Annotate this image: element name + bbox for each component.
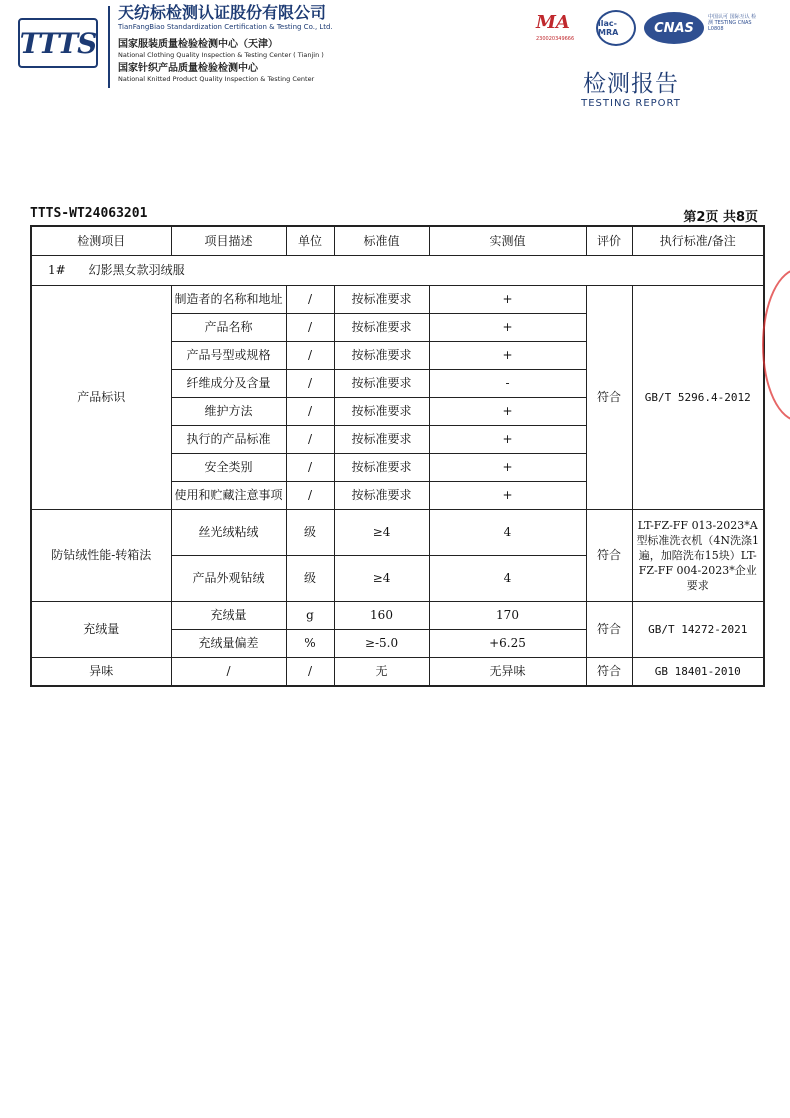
- header-divider: [108, 6, 110, 88]
- report-number: TTTS-WT24063201: [30, 206, 148, 221]
- center2-name-en: National Knitted Product Quality Inspection & Testing Center: [118, 75, 315, 83]
- row-std: 按标准要求: [334, 286, 429, 314]
- row-desc: 产品外观钻绒: [171, 556, 286, 602]
- note-odor: GB 18401-2010: [632, 658, 764, 686]
- row-std: 按标准要求: [334, 482, 429, 510]
- item-fill-group: 充绒量: [31, 602, 171, 658]
- sample-row: [31, 256, 764, 286]
- row-unit: /: [286, 286, 334, 314]
- item-down-group: 防钻绒性能-转箱法: [31, 510, 171, 602]
- row-measured: +: [429, 314, 586, 342]
- note-label-group: GB/T 5296.4-2012: [632, 286, 764, 510]
- col-header-unit: 单位: [286, 226, 334, 256]
- eval-label-group: 符合: [586, 286, 632, 510]
- table-row: [31, 510, 764, 556]
- row-std: ≥4: [334, 556, 429, 602]
- row-std: 160: [334, 602, 429, 630]
- center1-name-cn: 国家服装质量检验检测中心（天津）: [118, 39, 278, 50]
- logo-text: TTTS: [19, 26, 97, 60]
- col-header-item: 检测项目: [31, 226, 171, 256]
- company-info: [118, 4, 388, 84]
- row-unit: /: [286, 454, 334, 482]
- center1-name-en: National Clothing Quality Inspection & Testing Center ( Tianjin ): [118, 51, 324, 59]
- row-unit: /: [286, 314, 334, 342]
- row-measured: 无异味: [429, 658, 586, 686]
- row-measured: -: [429, 370, 586, 398]
- table-row: [31, 286, 764, 314]
- row-unit: 级: [286, 556, 334, 602]
- row-desc: 安全类别: [171, 454, 286, 482]
- row-measured: 170: [429, 602, 586, 630]
- row-measured: +: [429, 454, 586, 482]
- row-desc: 纤维成分及含量: [171, 370, 286, 398]
- cma-mark-label: MA: [536, 12, 570, 33]
- ilac-mra-mark: [596, 10, 636, 46]
- row-measured: +: [429, 426, 586, 454]
- table-row: [31, 602, 764, 630]
- row-measured: +6.25: [429, 630, 586, 658]
- row-unit: /: [286, 426, 334, 454]
- cnas-mark-label: CNAS: [654, 20, 694, 36]
- row-unit: /: [286, 658, 334, 686]
- row-std: 无: [334, 658, 429, 686]
- row-desc: 使用和贮藏注意事项: [171, 482, 286, 510]
- col-header-note: 执行标准/备注: [632, 226, 764, 256]
- row-desc: 产品号型或规格: [171, 342, 286, 370]
- report-title-cn: 检测报告: [583, 71, 679, 97]
- row-std: 按标准要求: [334, 370, 429, 398]
- row-measured: +: [429, 398, 586, 426]
- row-std: 按标准要求: [334, 314, 429, 342]
- eval-odor: 符合: [586, 658, 632, 686]
- row-unit: g: [286, 602, 334, 630]
- company-name-cn: 天纺标检测认证股份有限公司: [118, 3, 327, 22]
- row-unit: /: [286, 342, 334, 370]
- row-unit: 级: [286, 510, 334, 556]
- row-unit: /: [286, 482, 334, 510]
- col-header-measured: 实测值: [429, 226, 586, 256]
- company-name-en: TianFangBiao Standardization Certification & Testing Co., Ltd.: [118, 23, 333, 31]
- row-std: ≥-5.0: [334, 630, 429, 658]
- table-header-row: [31, 226, 764, 256]
- row-desc: 充绒量偏差: [171, 630, 286, 658]
- row-measured: +: [429, 342, 586, 370]
- col-header-desc: 项目描述: [171, 226, 286, 256]
- row-desc: 执行的产品标准: [171, 426, 286, 454]
- official-seal: [762, 268, 790, 422]
- report-title: [566, 70, 696, 109]
- report-title-en: TESTING REPORT: [581, 98, 681, 109]
- ilac-mark-label: ilac-MRA: [598, 19, 619, 37]
- item-label-group: 产品标识: [31, 286, 171, 510]
- col-header-std: 标准值: [334, 226, 429, 256]
- row-desc: 维护方法: [171, 398, 286, 426]
- item-odor: 异味: [31, 658, 171, 686]
- row-std: 按标准要求: [334, 454, 429, 482]
- cnas-mark: [644, 12, 704, 44]
- note-fill-group: GB/T 14272-2021: [632, 602, 764, 658]
- results-table: [30, 225, 765, 687]
- row-desc: /: [171, 658, 286, 686]
- eval-down-group: 符合: [586, 510, 632, 602]
- row-desc: 产品名称: [171, 314, 286, 342]
- row-measured: +: [429, 286, 586, 314]
- row-unit: /: [286, 370, 334, 398]
- row-std: 按标准要求: [334, 426, 429, 454]
- row-std: 按标准要求: [334, 398, 429, 426]
- row-desc: 充绒量: [171, 602, 286, 630]
- page-indicator: 第2页 共8页: [683, 210, 758, 225]
- note-down-group: LT-FZ-FF 013-2023*A型标准洗衣机（4N洗涤1遍，加陪洗布15块）LT-FZ-FF 004-2023*企业要求: [632, 510, 764, 602]
- row-unit: %: [286, 630, 334, 658]
- eval-fill-group: 符合: [586, 602, 632, 658]
- cma-number: 230020349666: [536, 36, 575, 42]
- row-desc: 制造者的名称和地址: [171, 286, 286, 314]
- cma-mark: [534, 12, 588, 46]
- row-measured: 4: [429, 556, 586, 602]
- certification-marks: [534, 10, 774, 50]
- cnas-subtext: 中国认可 国际互认 检测 TESTING CNAS L0808: [708, 14, 757, 32]
- center2-name-cn: 国家针织产品质量检验检测中心: [118, 63, 258, 74]
- table-row: [31, 658, 764, 686]
- row-std: ≥4: [334, 510, 429, 556]
- row-measured: +: [429, 482, 586, 510]
- row-unit: /: [286, 398, 334, 426]
- row-std: 按标准要求: [334, 342, 429, 370]
- sample-label: 1# 幻影黑女款羽绒服: [31, 256, 764, 286]
- col-header-eval: 评价: [586, 226, 632, 256]
- company-logo: [18, 18, 98, 68]
- row-desc: 丝光绒粘绒: [171, 510, 286, 556]
- row-measured: 4: [429, 510, 586, 556]
